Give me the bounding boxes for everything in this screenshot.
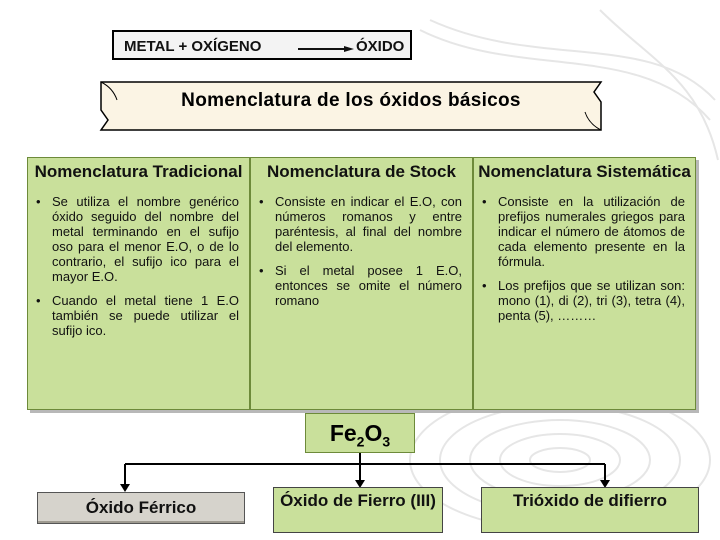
formula-subscript-1: 2 [356, 433, 365, 450]
panel-heading: Nomenclatura Tradicional [34, 162, 243, 181]
bullet-item: • Si el metal posee 1 E.O, entonces se omite el número romano [275, 263, 462, 308]
panel-heading: Nomenclatura Sistemática [478, 162, 691, 181]
panel-heading: Nomenclatura de Stock [267, 162, 456, 181]
name-tradicional-box: Óxido Férrico [37, 492, 245, 524]
formula-box [305, 413, 415, 453]
bullet-item: • Consiste en indicar el E.O, con números romanos y entre paréntesis, al final del nombre del elemento. [275, 194, 462, 254]
bullet-item: • Consiste en la utilización de prefijos numerales griegos para indicar el número de átomos de cada elemento presente en la fórmula. [498, 194, 685, 269]
name-sistematica-box: Trióxido de difierro [481, 487, 699, 533]
bullet-item: • Los prefijos que se utilizan son: mono (1), di (2), tri (3), tetra (4), penta (5), ……… [498, 278, 685, 323]
page-title: Nomenclatura de los óxidos básicos [181, 90, 521, 111]
formula-element-1: Fe [329, 420, 357, 446]
product-label: ÓXIDO [356, 38, 405, 55]
formula-element-2: O [364, 420, 383, 446]
formula-subscript-2: 3 [382, 433, 391, 450]
bullet-item: • Se utiliza el nombre genérico óxido seguido del nombre del metal terminando en el sufijo oso para el menor E.O, o de lo contrario, el sufijo ico para el mayor E.O. [52, 194, 239, 284]
reactants-label: METAL + OXÍGENO [124, 38, 262, 55]
bullet-item: • Cuando el metal tiene 1 E.O también se puede utilizar el sufijo ico. [52, 293, 239, 338]
name-stock-box: Óxido de Fierro (III) [273, 487, 443, 533]
